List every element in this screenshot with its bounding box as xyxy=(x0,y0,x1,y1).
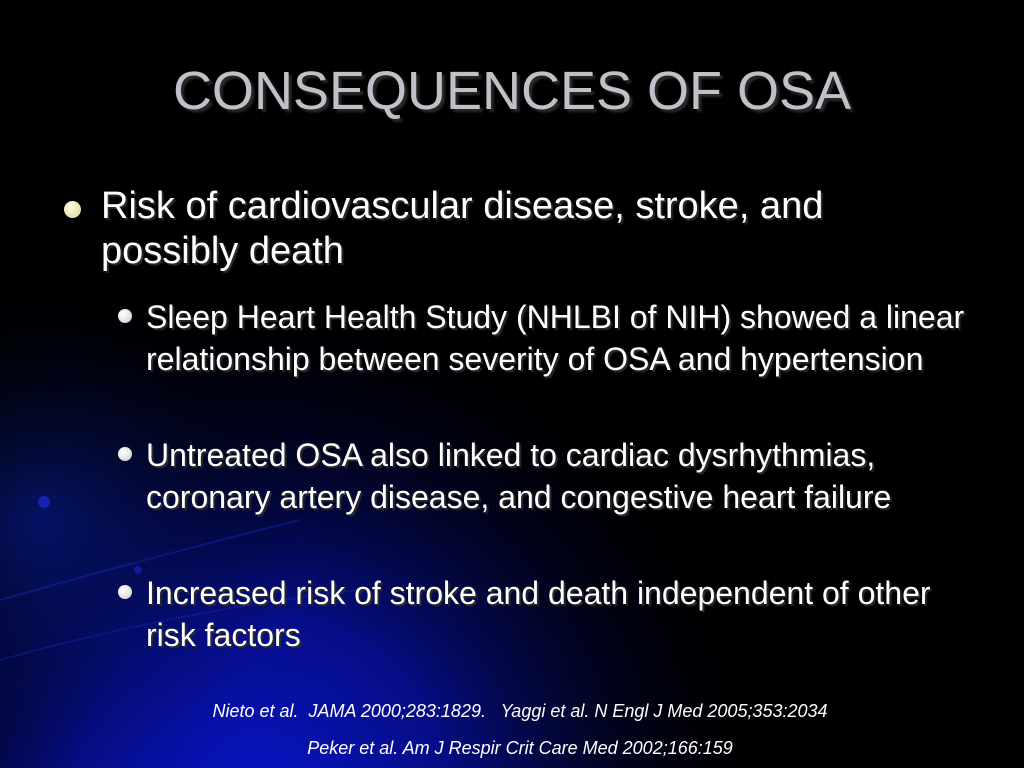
reference-line: Nieto et al. JAMA 2000;283:1829. Yaggi et al. N Engl J Med 2005;353:2034 xyxy=(212,701,828,721)
sub-bullet-text: Sleep Heart Health Study (NHLBI of NIH) showed a linear relationship between severity of OSA and hypertension xyxy=(146,299,965,377)
sub-bullet-text: Untreated OSA also linked to cardiac dysrhythmias, coronary artery disease, and congestive heart failure xyxy=(146,437,892,515)
sub-bullet-text: Increased risk of stroke and death independent of other risk factors xyxy=(146,575,931,653)
bullet-text: Risk of cardiovascular disease, stroke, and possibly death xyxy=(101,185,824,272)
sub-bullet-dot-icon xyxy=(118,309,132,323)
sub-bullet-dot-icon xyxy=(118,585,132,599)
slide-title: CONSEQUENCES OF OSA xyxy=(172,61,852,121)
bullet-dot-icon xyxy=(64,201,81,218)
reference-line: Peker et al. Am J Respir Crit Care Med 2002;166:159 xyxy=(307,738,733,758)
sub-bullet-dot-icon xyxy=(118,447,132,461)
